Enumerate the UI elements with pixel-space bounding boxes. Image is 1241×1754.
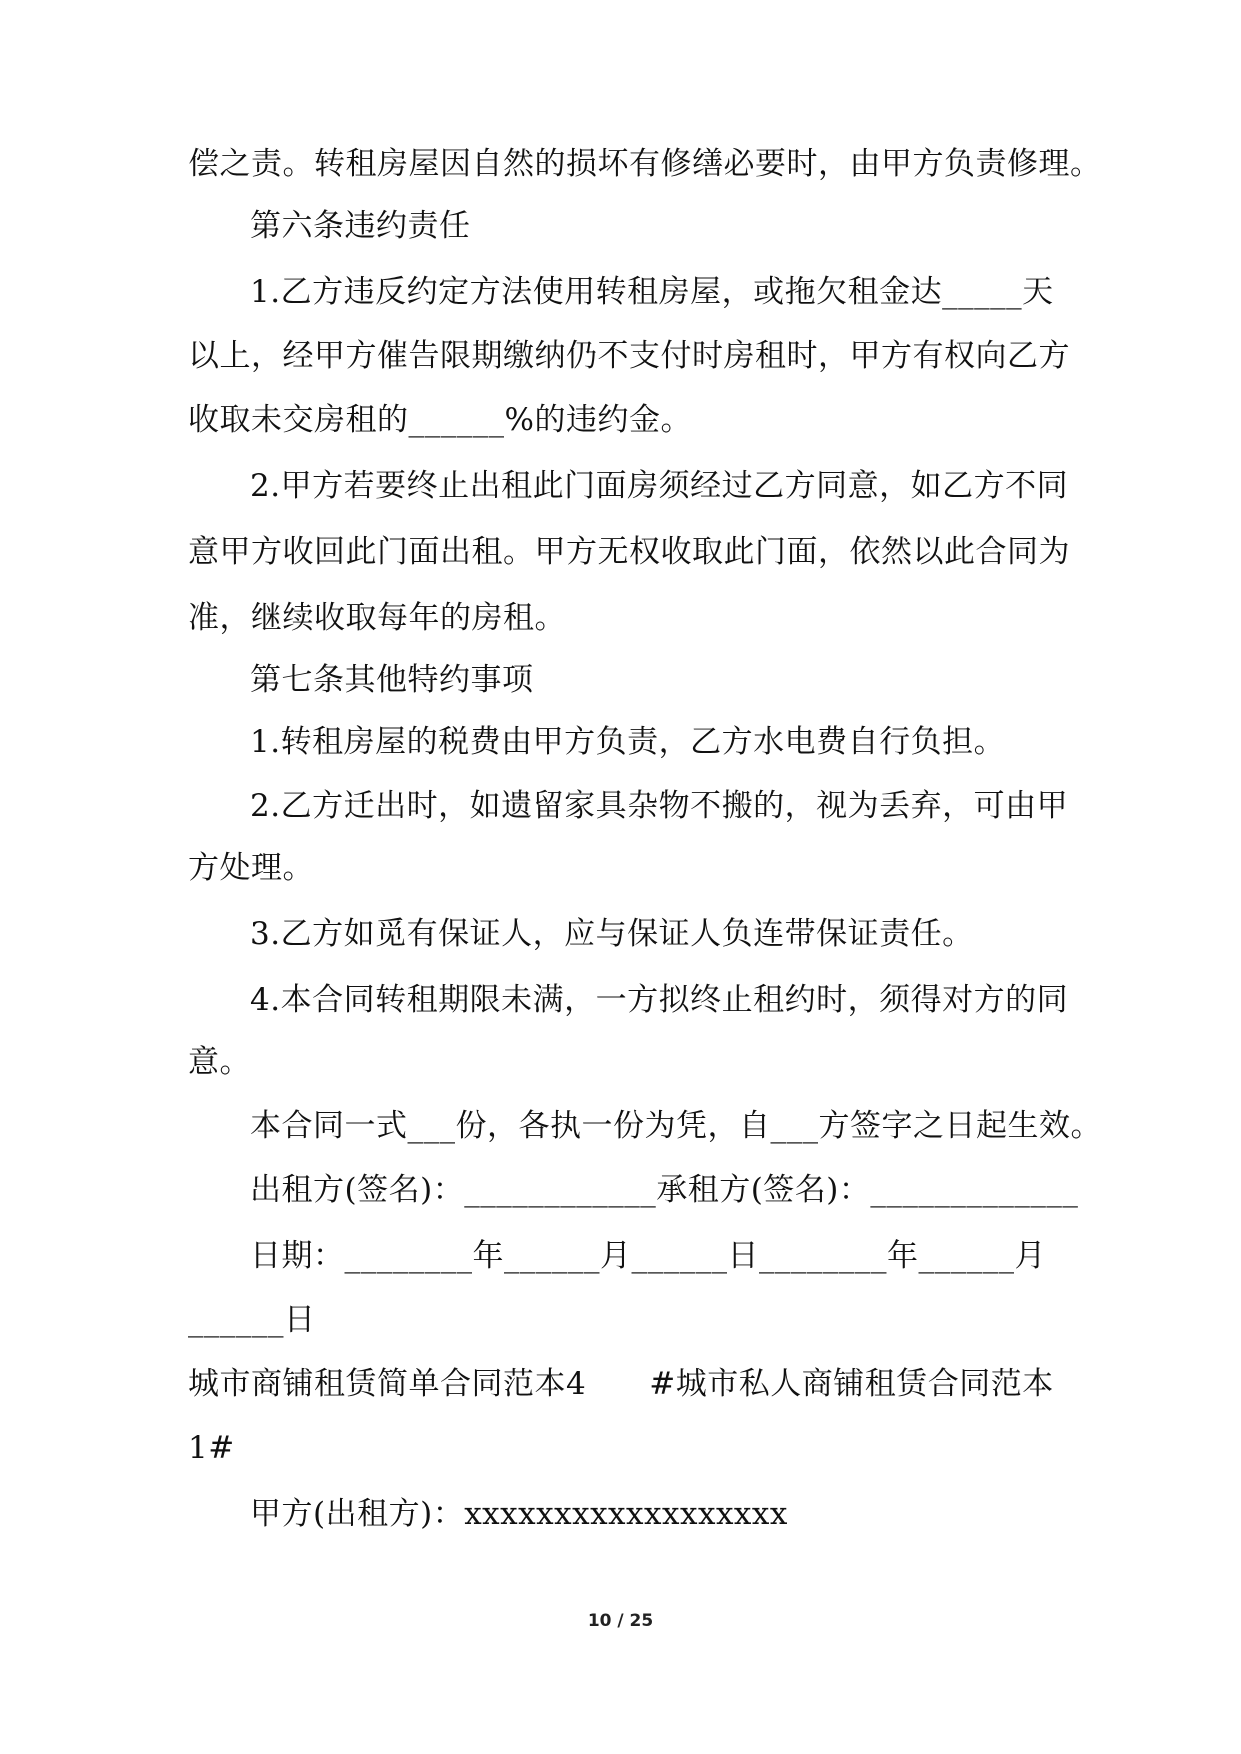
paragraph-line: 以上，经甲方催告限期缴纳仍不支付时房租时，甲方有权向乙方 [188, 338, 1070, 374]
paragraph-line: 偿之责。转租房屋因自然的损坏有修缮必要时，由甲方负责修理。 [188, 146, 1102, 182]
paragraph-line: 2.乙方迁出时，如遗留家具杂物不搬的，视为丢弃，可由甲 [250, 788, 1069, 824]
date-line: 日期：________年______月______日________年______月 [250, 1238, 1046, 1274]
paragraph-line: 本合同一式___份，各执一份为凭，自___方签字之日起生效。 [250, 1108, 1102, 1144]
paragraph-line: 2.甲方若要终止出租此门面房须经过乙方同意，如乙方不同 [250, 468, 1069, 504]
paragraph-line: 收取未交房租的______%的违约金。 [188, 402, 692, 438]
signature-line: 出租方(签名)：____________承租方(签名)：_____________ [250, 1172, 1079, 1208]
paragraph-line: 4.本合同转租期限未满，一方拟终止租约时，须得对方的同 [250, 982, 1069, 1018]
section-heading: 第六条违约责任 [250, 208, 471, 244]
paragraph-line: 方处理。 [188, 850, 314, 886]
section-heading: 第七条其他特约事项 [250, 662, 534, 698]
paragraph-line: 3.乙方如觅有保证人，应与保证人负连带保证责任。 [250, 916, 974, 952]
paragraph-line: 意甲方收回此门面出租。甲方无权收取此门面，依然以此合同为 [188, 534, 1070, 570]
paragraph-line: 1# [188, 1430, 235, 1466]
paragraph-line: 甲方(出租方)：xxxxxxxxxxxxxxxxxx [250, 1496, 788, 1532]
paragraph-line: 准，继续收取每年的房租。 [188, 600, 566, 636]
date-line: ______日 [188, 1302, 316, 1338]
paragraph-line: 城市商铺租赁简单合同范本4 #城市私人商铺租赁合同范本 [188, 1366, 1054, 1402]
paragraph-line: 1.乙方违反约定方法使用转租房屋，或拖欠租金达_____天 [250, 274, 1054, 310]
paragraph-line: 1.转租房屋的税费由甲方负责，乙方水电费自行负担。 [250, 724, 1006, 760]
page-number: 10 / 25 [587, 1611, 654, 1631]
paragraph-line: 意。 [188, 1044, 251, 1080]
